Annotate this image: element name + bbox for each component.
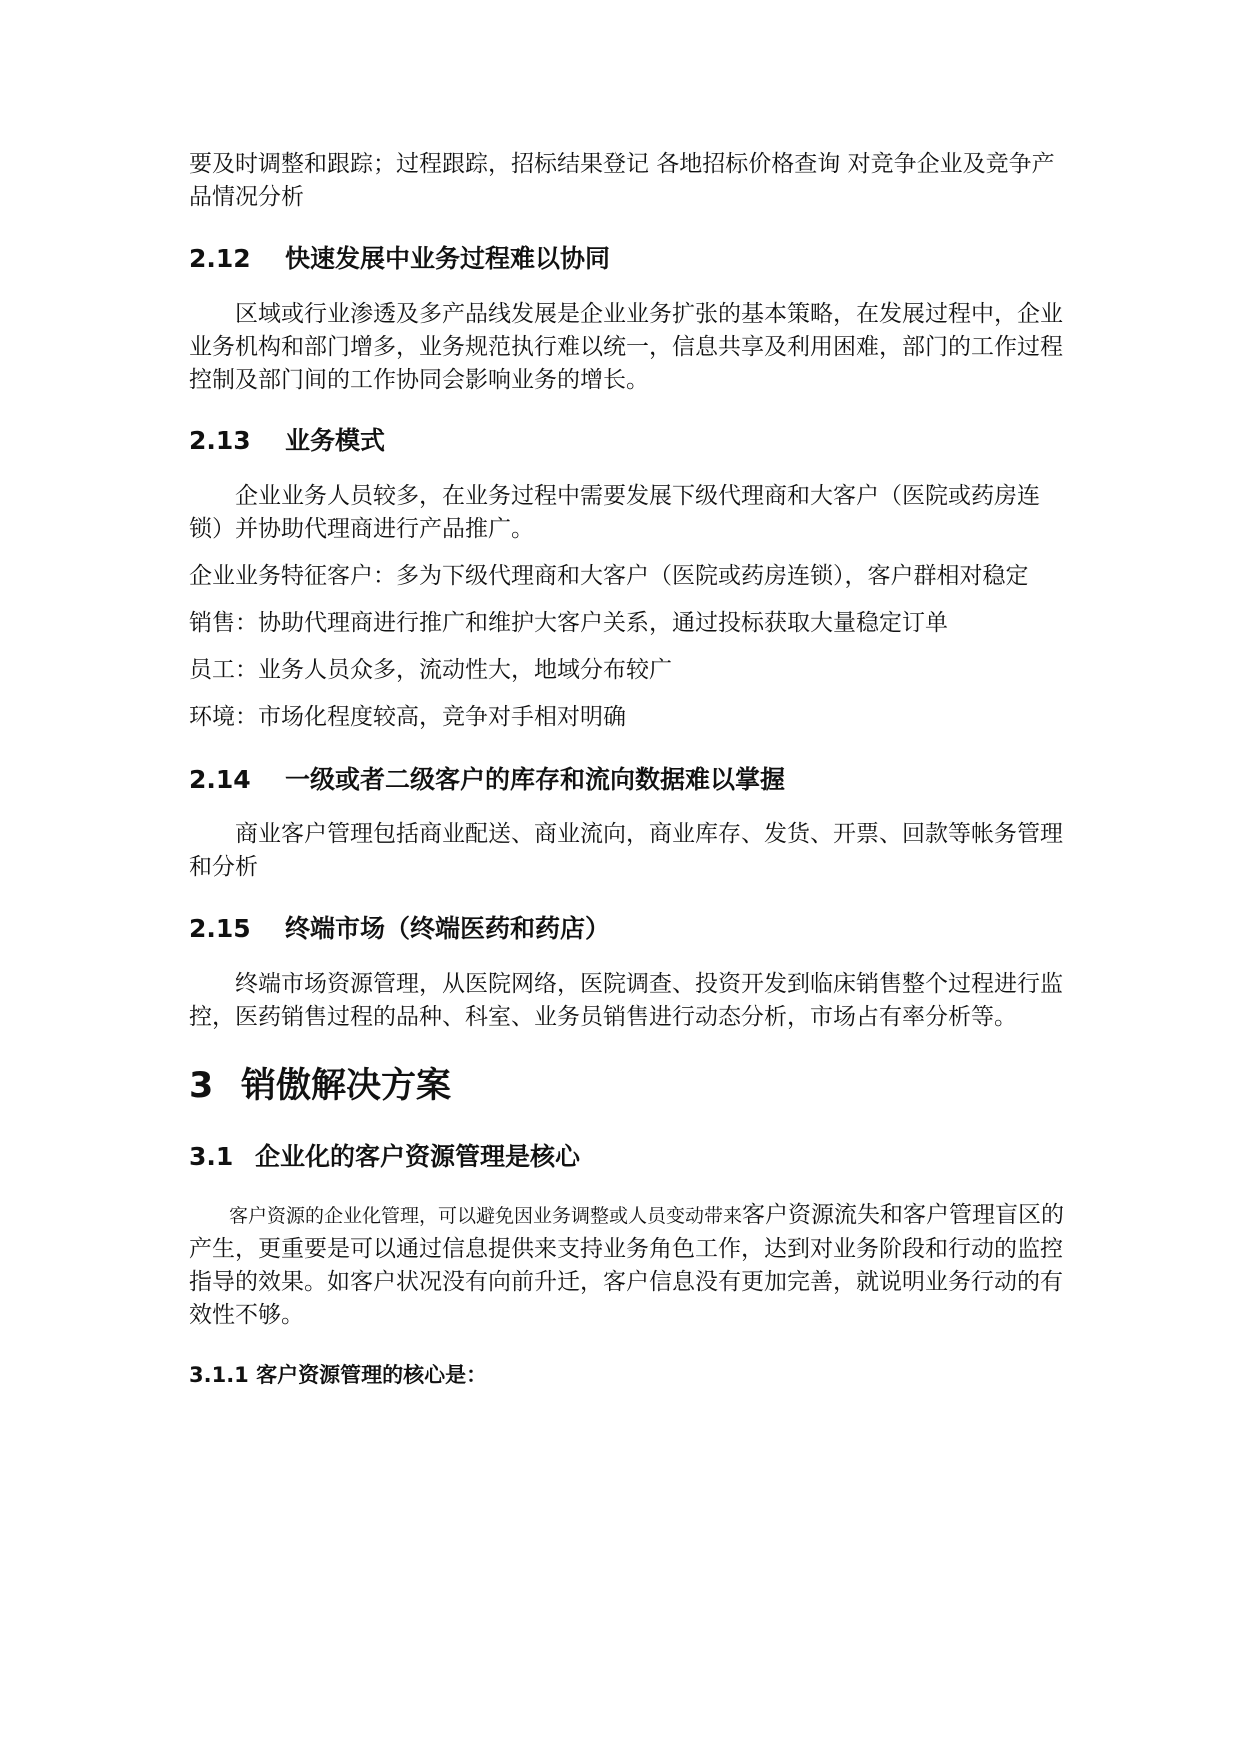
section-heading-2-15 bbox=[189, 912, 1065, 946]
section-heading-3-1 bbox=[189, 1140, 1065, 1174]
section-title: 一级或者二级客户的库存和流向数据难以掌握 bbox=[285, 765, 786, 794]
section-title: 企业化的客户资源管理是核心 bbox=[255, 1142, 581, 1171]
chapter-title: 销傲解决方案 bbox=[241, 1066, 452, 1106]
subsection-heading-3-1-1: 3.1.1 客户资源管理的核心是： bbox=[189, 1363, 488, 1387]
section-2-12-body: 区域或行业渗透及多产品线发展是企业业务扩张的基本策略，在发展过程中，企业业务机构和部门增多，业务规范执行难以统一，信息共享及利用困难，部门的工作过程控制及部门间的工作协同会影响业务的增长。 bbox=[189, 301, 1063, 393]
section-2-14-body: 商业客户管理包括商业配送、商业流向，商业库存、发货、开票、回款等帐务管理和分析 bbox=[189, 821, 1063, 880]
section-title: 终端市场（终端医药和药店） bbox=[285, 914, 611, 943]
section-2-15-body: 终端市场资源管理，从医院网络，医院调查、投资开发到临床销售整个过程进行监控，医药销售过程的品种、科室、业务员销售进行动态分析，市场占有率分析等。 bbox=[189, 971, 1063, 1030]
section-number: 2.14 bbox=[189, 765, 251, 794]
section-heading-2-12 bbox=[189, 242, 1065, 276]
section-title: 快速发展中业务过程难以协同 bbox=[285, 244, 611, 273]
section-3-1-lead-text: 客户资源的企业化管理，可以避免因业务调整或人员变动带来 bbox=[229, 1205, 743, 1227]
section-number: 3.1 bbox=[189, 1142, 234, 1171]
business-staff-line: 员工：业务人员众多，流动性大，地域分布较广 bbox=[189, 657, 672, 683]
chapter-number: 3 bbox=[189, 1066, 214, 1106]
section-heading-2-13 bbox=[189, 424, 1065, 458]
section-title: 业务模式 bbox=[285, 426, 386, 455]
business-sales-line: 销售：协助代理商进行推广和维护大客户关系，通过投标获取大量稳定订单 bbox=[189, 610, 948, 636]
chapter-heading-3 bbox=[189, 1064, 1065, 1108]
section-2-13-body: 企业业务人员较多，在业务过程中需要发展下级代理商和大客户（医院或药房连锁）并协助代理商进行产品推广。 bbox=[189, 483, 1040, 542]
section-number: 2.13 bbox=[189, 426, 251, 455]
section-3-1-rest: 客户资源流失和客户管理盲区的产生，更重要是可以通过信息提供来支持业务角色工作，达到对业务阶段和行动的监控指导的效果。如客户状况没有向前升迁，客户信息没有更加完善，就说明业务行动的有效性不够。 bbox=[189, 1202, 1065, 1328]
business-customers-line: 企业业务特征客户：多为下级代理商和大客户（医院或药房连锁），客户群相对稳定 bbox=[189, 563, 1029, 589]
business-environment-line: 环境：市场化程度较高，竞争对手相对明确 bbox=[189, 704, 626, 730]
section-3-1-body bbox=[189, 1199, 1065, 1332]
section-heading-2-14 bbox=[189, 763, 1065, 797]
section-3-1-lead bbox=[189, 1202, 742, 1228]
section-number: 2.12 bbox=[189, 244, 251, 273]
document-page bbox=[189, 148, 1065, 1390]
intro-paragraph: 要及时调整和跟踪；过程跟踪，招标结果登记 各地招标价格查询 对竞争企业及竞争产品情况分析 bbox=[189, 151, 1055, 210]
section-number: 2.15 bbox=[189, 914, 251, 943]
